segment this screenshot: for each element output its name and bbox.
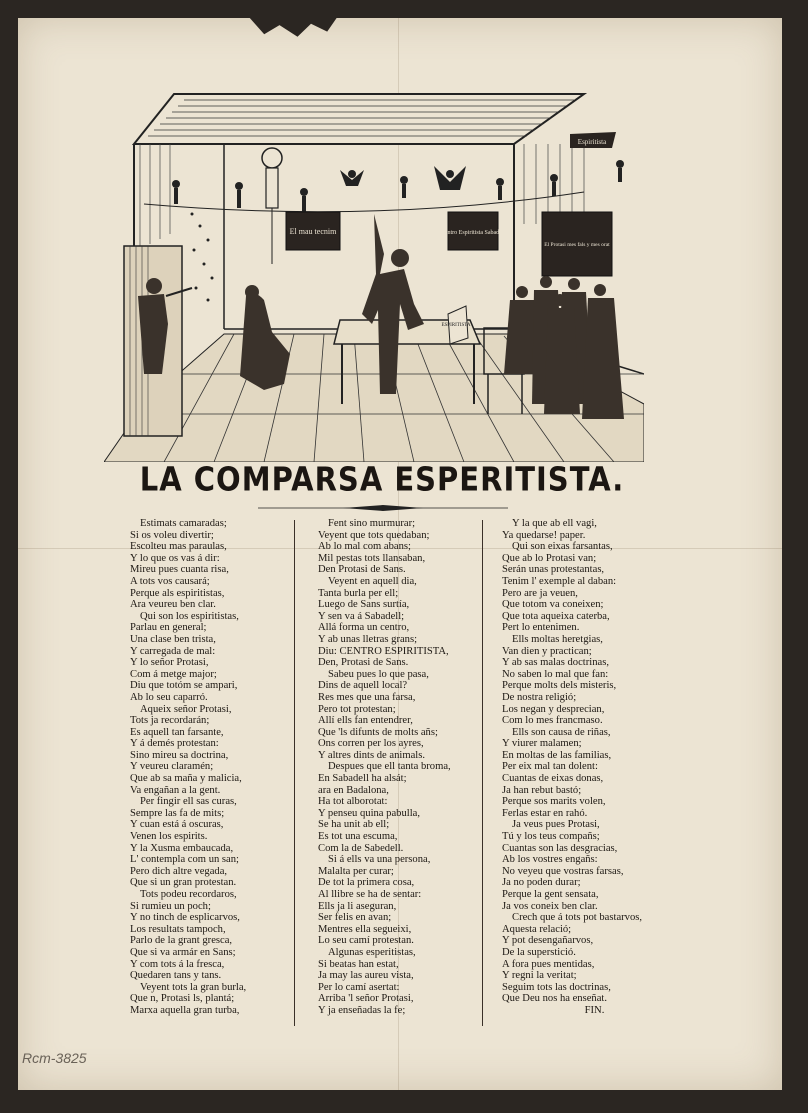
column-divider-2 <box>482 520 483 1026</box>
verse-line: Y ab unas lletras grans; <box>318 633 418 645</box>
verse-line: Cuantas de eixas donas, <box>502 773 604 785</box>
verse-line: A fora pues mentidas, <box>502 958 595 970</box>
verse-line: Se ha unit ab ell; <box>318 819 390 831</box>
verse-line: Y com tots á la fresca, <box>130 958 225 970</box>
verse-line: Y cuan está á oscuras, <box>130 819 224 831</box>
verse-line: Tots podeu recordaros, <box>140 889 237 900</box>
verse-line: Tanta burla per ell; <box>318 587 399 599</box>
verse-line: Com lo mes francmaso. <box>502 715 603 727</box>
verse-line: Que n, Protasi ls, plantá; <box>130 993 235 1005</box>
verse-line: Veyent tots la gran burla, <box>140 981 247 993</box>
verse-line: Quedaren tans y tans. <box>130 970 222 982</box>
verse-line: Y carregada de mal: <box>130 645 216 657</box>
column-divider-1 <box>294 520 295 1026</box>
verse-line: Y penseu quina pabulla, <box>318 807 420 819</box>
verse-line: Ab lo mal com abans; <box>318 541 411 553</box>
verse-line: Y á demés protestan: <box>130 738 219 750</box>
shelfmark: Rcm-3825 <box>22 1050 87 1066</box>
title-rule <box>258 504 508 512</box>
verse-line: Ells son causa de riñas, <box>512 726 611 738</box>
verse-line: Ser felis en avan; <box>318 912 392 924</box>
verse-line: Allá forma un centro, <box>318 622 410 634</box>
verse-line: Y altres dints de animals. <box>318 749 425 761</box>
verse-line: Es tot una escuma, <box>318 831 398 843</box>
verse-line: Mil pestas tots llansaban, <box>318 552 426 564</box>
verse-line: Los resultats tampoch, <box>130 923 226 935</box>
verse-line: Es aquell tan farsante, <box>130 726 224 738</box>
verse-line: Y ja enseñadas la fe; <box>318 1004 406 1016</box>
verse-line: Parlo de la grant gresca, <box>130 935 233 947</box>
verse-line: Que totom va coneixen; <box>502 599 604 611</box>
verse-line: Ja han rebut bastó; <box>502 784 582 796</box>
verse-line: Serán unas protestantas, <box>502 564 605 576</box>
verse-line: Veyent que tots quedaban; <box>318 529 430 541</box>
verse-line: Malalta per curar; <box>318 865 394 877</box>
verse-line: Ja no poden durar; <box>502 877 581 889</box>
verse-line: Algunas esperitistas, <box>328 946 416 958</box>
text-column-2 <box>318 518 503 1017</box>
verse-line: Y lo señor Protasi, <box>130 657 209 669</box>
verse-line: Dins de aquell local? <box>318 680 408 692</box>
verse-line: Tú y los teus compañs; <box>502 831 600 843</box>
verse-line: En moltas de las familias, <box>502 749 612 761</box>
verse-line: Perque la gent sensata, <box>502 889 599 900</box>
verse-line: Crech que á tots pot bastarvos, <box>512 912 643 924</box>
verse-line: Tots ja recordarán; <box>130 715 210 727</box>
verse-line: Venen los espirits. <box>130 831 208 843</box>
verse-line: Van dien y practican; <box>502 645 592 657</box>
verse-line: Y veureu claramén; <box>130 761 214 773</box>
text-column-1 <box>130 518 315 1017</box>
sign-center-text: Centro Espiritista Sabadell <box>440 230 506 236</box>
verse-line: De la superstició. <box>502 946 576 958</box>
verse-line: Res mes que una farsa, <box>318 691 416 703</box>
verse-line: Aquesta relació; <box>502 923 572 935</box>
book-text: ESPIRITISTA <box>441 323 471 328</box>
verse-line: Parlau en general; <box>130 622 207 634</box>
verse-line: Pero tot protestan; <box>318 703 396 715</box>
verse-line: Pero are ja veuen, <box>502 587 578 599</box>
verse-line: De nostra religió; <box>502 691 577 703</box>
verse-line: Cuantas son las desgracias, <box>502 842 618 854</box>
verse-line: No saben lo mal que fan: <box>502 668 609 680</box>
verse-line: Los negan y desprecian, <box>502 703 605 715</box>
verse-line: Diu: CENTRO ESPIRITISTA, <box>318 645 449 657</box>
verse-line: Ons corren per los ayres, <box>318 738 424 750</box>
verse-line: Allí ells fan entendrer, <box>318 715 413 727</box>
verse-line: Y ab sas malas doctrinas, <box>502 657 609 669</box>
verse-line: Den, Protasi de Sans. <box>318 657 409 669</box>
banner-text: Espiritista <box>577 138 607 146</box>
verse-line: Qui son eixas farsantas, <box>512 541 613 553</box>
verse-line: Ells ja li aseguran, <box>318 900 397 912</box>
verse-line: Fent sino murmurar; <box>328 518 416 529</box>
page-title: LA COMPARSA ESPERITISTA. <box>139 459 625 499</box>
verse-line: Va engañan a la gent. <box>130 784 221 796</box>
verse-line: Y viurer malamen; <box>502 738 582 750</box>
verse-line: Arriba 'l señor Protasi, <box>318 993 414 1005</box>
verse-line: Que ab sa maña y malicia, <box>130 773 242 785</box>
verse-line: De tot la primera cosa, <box>318 877 415 889</box>
verse-line: Pert lo entenimen. <box>502 622 580 634</box>
verse-line: A tots vos causará; <box>130 575 210 587</box>
verse-line: Per eix mal tan dolent: <box>502 761 598 773</box>
verse-line: Ja vos coneix ben clar. <box>502 900 598 912</box>
verse-line: Diu que totóm se ampari, <box>130 680 238 692</box>
verse-line: ara en Badalona, <box>318 784 389 796</box>
verse-line: L' contempla com un san; <box>130 854 239 866</box>
verse-line: Lo seu camí protestan. <box>318 935 414 947</box>
verse-line: Si á ells va una persona, <box>328 854 431 866</box>
verse-line: Que ab lo Protasi van; <box>502 552 597 564</box>
verse-line: Y regni la veritat; <box>502 970 577 982</box>
verse-line: Sempre las fa de mits; <box>130 807 225 819</box>
verse-line: Y lo que os vas á dir: <box>130 552 220 564</box>
sign-right-text: El Protasi mes fals y mes orat <box>544 242 610 248</box>
verse-line: Ya quedarse! paper. <box>502 529 586 541</box>
verse-line: Que 'ls difunts de molts añs; <box>318 726 438 738</box>
verse-line: Al llibre se ha de sentar: <box>318 889 422 900</box>
verse-line: Que si un gran protestan. <box>130 877 237 889</box>
verse-line: Una clase ben trista, <box>130 633 216 645</box>
verse-line: Despues que ell tanta broma, <box>328 761 451 773</box>
verse-line: Per lo camí asertat: <box>318 981 400 993</box>
verse-line: Perque sos marits volen, <box>502 796 606 808</box>
verse-line: Estimats camaradas; <box>140 518 227 529</box>
verse-line: Mentres ella segueixi, <box>318 923 412 935</box>
verse-line: Veyent en aquell dia, <box>328 575 417 587</box>
sign-left-text: El mau tecnim <box>289 227 337 236</box>
verse-line: Aqueix señor Protasi, <box>140 703 232 715</box>
verse-line: Si beatas han estat, <box>318 958 399 970</box>
verse-line: Y no tinch de esplicarvos, <box>130 912 240 924</box>
torn-edge <box>248 16 338 42</box>
text-column-3 <box>502 518 687 1017</box>
verse-line: Den Protasi de Sans. <box>318 564 406 576</box>
verse-line: Sabeu pues lo que pasa, <box>328 668 429 680</box>
verse-line: Ferlas estar en rahó. <box>502 807 588 819</box>
verse-line: Ara veureu ben clar. <box>130 599 216 611</box>
engraving-seance-room <box>104 74 644 462</box>
verse-line: Y la que ab ell vagi, <box>512 518 597 529</box>
verse-line: Per fingir ell sas curas, <box>140 796 237 808</box>
verse-line: Y sen va á Sabadell; <box>318 610 405 622</box>
verse-line: Qui son los espiritistas, <box>140 610 239 622</box>
verse-line: Seguim tots las doctrinas, <box>502 981 611 993</box>
verse-line: Ja veus pues Protasi, <box>512 819 600 831</box>
verse-line: Que Deu nos ha enseñat. <box>502 993 608 1005</box>
verse-line: Si rumieu un poch; <box>130 900 211 912</box>
verse-line: Ab los vostres engañs: <box>502 854 598 866</box>
verse-line: Ells moltas heretgias, <box>512 633 603 645</box>
verse-line: Mireu pues cuanta risa, <box>130 564 229 576</box>
verse-line: En Sabadell ha alsát; <box>318 773 407 785</box>
verse-line: Sino mireu sa doctrina, <box>130 749 229 761</box>
verse-line: Perque molts dels misteris, <box>502 680 617 692</box>
verse-line: Escolteu mas paraulas, <box>130 541 227 553</box>
verse-line: FIN. <box>584 1004 605 1016</box>
verse-line: Ja may las aureu vista, <box>318 970 414 982</box>
verse-line: Marxa aquella gran turba, <box>130 1004 240 1016</box>
verse-line: No veyeu que vostras farsas, <box>502 865 624 877</box>
verse-line: Ab lo seu caparró. <box>130 691 208 703</box>
verse-line: Luego de Sans surtía, <box>318 599 410 611</box>
verse-line: Y la Xusma embaucada, <box>130 842 234 854</box>
verse-line: Que si va armár en Sans; <box>130 946 236 958</box>
verse-line: Y pot desengañarvos, <box>502 935 594 947</box>
verse-line: Com á metge major; <box>130 668 217 680</box>
verse-line: Tenim l' exemple al daban: <box>502 575 617 587</box>
verse-line: Ha tot alborotat: <box>318 796 388 808</box>
verse-line: Pero dich altre vegada, <box>130 865 228 877</box>
verse-line: Que tota aqueixa caterba, <box>502 610 610 622</box>
verse-line: Com la de Sabedell. <box>318 842 404 854</box>
verse-line: Perque als espiritistas, <box>130 587 225 599</box>
verse-line: Si os voleu divertir; <box>130 529 214 541</box>
